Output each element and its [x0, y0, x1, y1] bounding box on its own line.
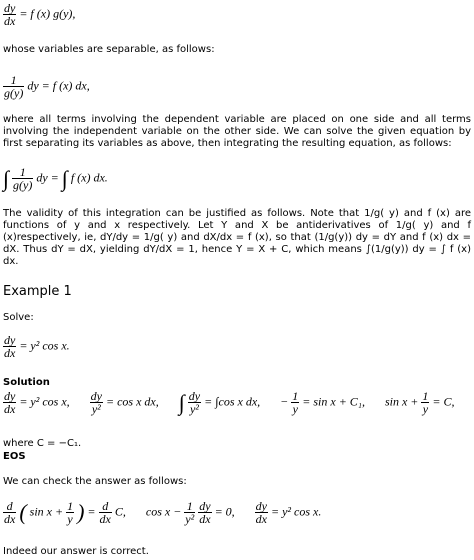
- equation-part: = sin x + C₁,: [302, 394, 365, 409]
- fraction-denominator: y: [422, 402, 429, 416]
- solve-label: Solve:: [3, 312, 34, 323]
- fraction-numerator: 1: [292, 389, 299, 403]
- fraction-1-over-g: [12, 166, 33, 191]
- fraction: [66, 500, 74, 525]
- equation-4: [3, 334, 70, 359]
- check-text: We can check the answer as follows:: [3, 476, 187, 487]
- fraction-numerator: d: [102, 499, 109, 513]
- integral-sign: ∫: [3, 165, 10, 191]
- equation-part: = C,: [432, 394, 455, 409]
- fraction: [255, 500, 268, 525]
- fraction-denominator: y: [67, 512, 73, 526]
- fraction-denominator: g(y): [13, 178, 33, 192]
- fraction-1-over-g: [3, 74, 24, 99]
- fraction-denominator: y²: [185, 512, 195, 526]
- fraction-numerator: dy: [4, 333, 16, 347]
- fraction: [3, 390, 16, 415]
- fraction: [90, 390, 103, 415]
- separable-text: whose variables are separable, as follows:: [3, 44, 215, 55]
- fraction-numerator: dy: [188, 389, 201, 403]
- left-paren: (: [19, 499, 27, 525]
- equation-part: sin x +: [384, 394, 419, 409]
- fraction-numerator: 1: [422, 389, 429, 403]
- fraction-denominator: dx: [99, 512, 111, 526]
- eos-label: EOS: [3, 451, 26, 462]
- where-line: where C = −C₁.: [3, 438, 82, 449]
- fraction-denominator: g(y): [4, 86, 24, 100]
- equation-part: = y² cos x.: [271, 504, 322, 519]
- fraction-numerator: dy: [255, 499, 267, 513]
- fraction-dy-dx: [3, 2, 16, 27]
- equation-1: [3, 2, 75, 27]
- equation-part: = 0,: [214, 504, 235, 519]
- equation-part: = y² cos x,: [19, 394, 70, 409]
- fraction-numerator: 1: [67, 499, 74, 513]
- solution-equations: [3, 390, 455, 415]
- fraction: [198, 500, 211, 525]
- equation-part: C,: [114, 504, 126, 519]
- fraction: [291, 390, 299, 415]
- fraction-numerator: dy: [90, 389, 102, 403]
- fraction-denominator: y: [292, 402, 298, 416]
- fraction-numerator: 1: [10, 73, 17, 87]
- fraction-numerator: dy: [4, 389, 16, 403]
- paragraph-2: The validity of this integration can be justified as follows. Note that 1/g( y) and f (x) are functions of y and x respectively. Let Y and X be antiderivatives of 1/g( y) and f (x)respectively, ie, dY/dy = 1/g( y) and dX/dx = f (x), so that (1/g(y)) dy = dY and f (x) dx = dX. Thus dY = dX, yielding dY/dX = 1, hence Y = X + C, which means ∫(1/g(y)) dy = ∫ f (x) dx.: [3, 208, 471, 267]
- fraction: [184, 500, 195, 525]
- example-heading: Example 1: [3, 284, 72, 299]
- equation-rhs: dy = f (x) dx,: [27, 78, 90, 93]
- paragraph-1: where all terms involving the dependent variable are placed on one side and all terms involving the independent variable on the other side. We can solve the given equation by first separating its variables as above, then integrating the resulting equation, as follows:: [3, 114, 471, 149]
- fraction-denominator: dx: [255, 512, 267, 526]
- fraction: [3, 500, 16, 525]
- equation-mid: dy =: [36, 170, 59, 185]
- fraction-denominator: dx: [4, 402, 16, 416]
- equation-rhs: f (x) dx.: [70, 170, 108, 185]
- fraction-denominator: dx: [4, 14, 16, 28]
- equation-3: [3, 166, 108, 191]
- fraction-numerator: 1: [186, 499, 193, 513]
- equation-part: = cos x dx,: [106, 394, 159, 409]
- right-paren: ): [77, 499, 85, 525]
- fraction: [421, 390, 429, 415]
- solution-label: Solution: [3, 377, 50, 388]
- equation-rhs: = y² cos x.: [19, 338, 70, 353]
- fraction-numerator: d: [6, 499, 13, 513]
- fraction-denominator: dx: [4, 346, 16, 360]
- fraction: [99, 500, 112, 525]
- fraction-numerator: 1: [19, 165, 26, 179]
- equation-part: =: [87, 504, 96, 519]
- equation-part: −: [280, 394, 289, 409]
- check-equations: [3, 500, 321, 525]
- integral-sign: ∫: [178, 389, 185, 415]
- fraction-denominator: dx: [199, 512, 211, 526]
- fraction: [188, 390, 201, 415]
- fraction-denominator: y²: [90, 402, 103, 415]
- fraction-dy-dx: [3, 334, 16, 359]
- fraction-numerator: dy: [199, 499, 211, 513]
- equation-rhs: = f (x) g(y),: [19, 6, 76, 21]
- fraction-numerator: dy: [4, 1, 16, 15]
- equation-part: cos x −: [145, 504, 182, 519]
- equation-2: [3, 74, 90, 99]
- equation-part: = ∫cos x dx,: [204, 394, 261, 409]
- final-text: Indeed our answer is correct.: [3, 546, 149, 557]
- fraction-denominator: dx: [4, 512, 16, 526]
- fraction-denominator: y²: [188, 402, 201, 415]
- equation-part: sin x +: [29, 504, 64, 519]
- integral-sign: ∫: [61, 165, 68, 191]
